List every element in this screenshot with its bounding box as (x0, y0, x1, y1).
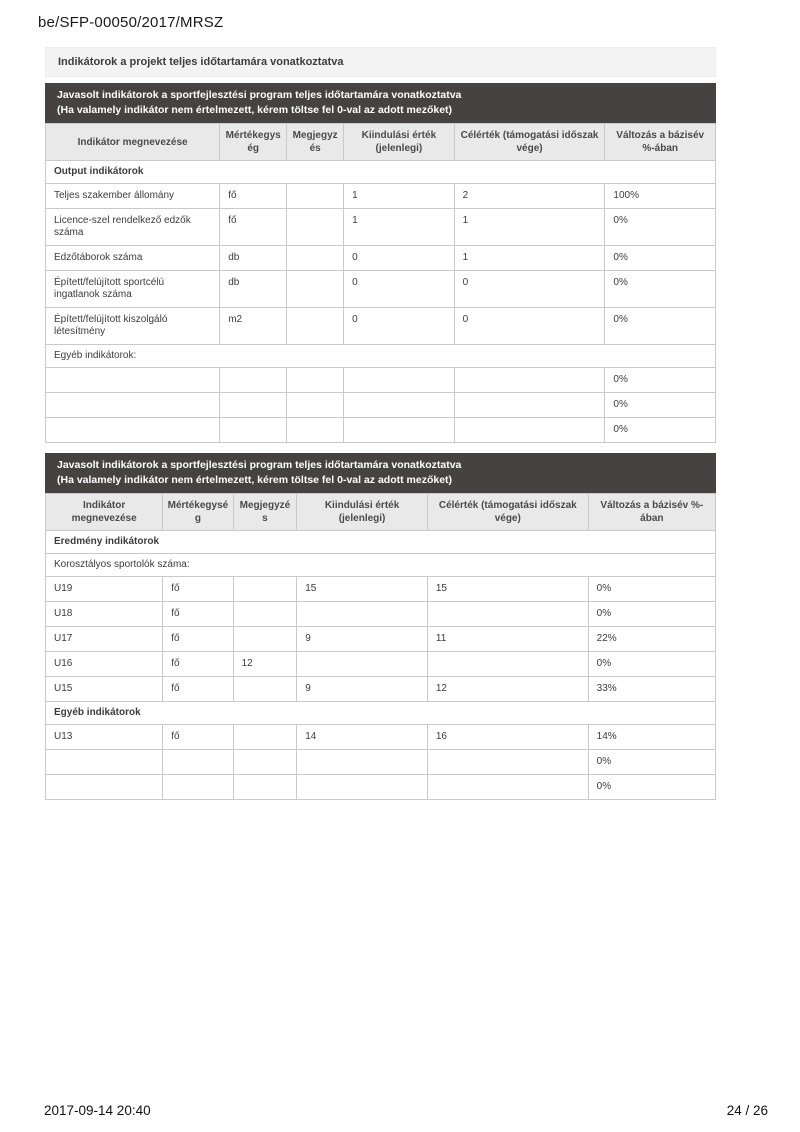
table-row (46, 271, 716, 308)
table-cell: 0 (454, 308, 605, 345)
table-cell: fő (220, 209, 287, 246)
table-cell: 14% (588, 725, 715, 750)
table-cell (233, 677, 297, 702)
table-cell: 0% (605, 308, 716, 345)
table-cell: 9 (297, 677, 428, 702)
table-row (46, 246, 716, 271)
section-label: Egyéb indikátorok: (46, 345, 716, 368)
column-header: Célérték (támogatási időszak vége) (454, 124, 605, 161)
table-cell: 0% (588, 775, 715, 800)
table-cell (46, 368, 220, 393)
table-cell: 15 (297, 577, 428, 602)
table-cell: 0% (588, 602, 715, 627)
table-row (46, 308, 716, 345)
table-cell (233, 725, 297, 750)
table-cell: 2 (454, 184, 605, 209)
column-header: Változás a bázisév %-ában (605, 124, 716, 161)
table-cell (297, 750, 428, 775)
column-header: Megjegyzés (233, 494, 297, 531)
banner-line-2: (Ha valamely indikátor nem értelmezett, kérem töltse fel 0-val az adott mezőket) (57, 474, 453, 486)
table-cell: db (220, 246, 287, 271)
table-cell: 0% (605, 209, 716, 246)
table-row (46, 775, 716, 800)
table-row (46, 418, 716, 443)
column-header: Megjegyzés (287, 124, 344, 161)
table-cell (46, 418, 220, 443)
banner-line-1: Javasolt indikátorok a sportfejlesztési program teljes időtartamára vonatkoztatva (57, 89, 462, 101)
table-cell (233, 775, 297, 800)
table-row (46, 184, 716, 209)
column-header: Célérték (támogatási időszak vége) (427, 494, 588, 531)
table-cell: Épített/felújított kiszolgáló létesítmény (46, 308, 220, 345)
table-cell (297, 652, 428, 677)
result-indicators-block (45, 453, 716, 800)
document-reference: be/SFP-00050/2017/MRSZ (38, 14, 224, 31)
table-cell (427, 652, 588, 677)
table-cell (287, 418, 344, 443)
table-row (46, 602, 716, 627)
table-cell: 12 (427, 677, 588, 702)
table-cell (427, 775, 588, 800)
table-row (46, 577, 716, 602)
table-cell: 0% (588, 652, 715, 677)
table-cell: 11 (427, 627, 588, 652)
banner-line-2: (Ha valamely indikátor nem értelmezett, kérem töltse fel 0-val az adott mezőket) (57, 104, 453, 116)
table-row (46, 209, 716, 246)
table-cell: 0% (588, 750, 715, 775)
table-cell: 16 (427, 725, 588, 750)
table-cell (46, 750, 163, 775)
table-cell (287, 184, 344, 209)
column-header: Kiindulási érték (jelenlegi) (344, 124, 455, 161)
table-cell: fő (163, 602, 233, 627)
table-cell: fő (163, 677, 233, 702)
table-cell (287, 308, 344, 345)
table-cell: U18 (46, 602, 163, 627)
table-cell: fő (220, 184, 287, 209)
table-cell (454, 368, 605, 393)
table-cell: fő (163, 652, 233, 677)
section-title: Indikátorok a projekt teljes időtartamára vonatkoztatva (58, 56, 344, 68)
table-cell (287, 209, 344, 246)
banner-line-1: Javasolt indikátorok a sportfejlesztési program teljes időtartamára vonatkoztatva (57, 459, 462, 471)
table-cell: Teljes szakember állomány (46, 184, 220, 209)
column-header: Indikátor megnevezése (46, 124, 220, 161)
column-header: Változás a bázisév %-ában (588, 494, 715, 531)
table-cell: U15 (46, 677, 163, 702)
section-label: Output indikátorok (46, 161, 716, 184)
table-cell (287, 246, 344, 271)
section-row (46, 531, 716, 554)
table-cell: U17 (46, 627, 163, 652)
table-cell: 22% (588, 627, 715, 652)
table-cell: Edzőtáborok száma (46, 246, 220, 271)
table-row (46, 368, 716, 393)
page-footer (44, 1103, 768, 1118)
section-row (46, 161, 716, 184)
table-cell: 100% (605, 184, 716, 209)
table-cell (233, 627, 297, 652)
header-row (46, 124, 716, 161)
table-row (46, 627, 716, 652)
section-label: Eredmény indikátorok (46, 531, 716, 554)
table-cell: 0% (605, 368, 716, 393)
table-row (46, 725, 716, 750)
table-cell (297, 775, 428, 800)
table-cell: 9 (297, 627, 428, 652)
table-cell (163, 750, 233, 775)
table-cell (344, 368, 455, 393)
section-label: Egyéb indikátorok (46, 702, 716, 725)
table-cell (163, 775, 233, 800)
table-cell: 0% (605, 393, 716, 418)
table-cell (454, 393, 605, 418)
footer-timestamp: 2017-09-14 20:40 (44, 1103, 151, 1118)
result-indicators-table (45, 493, 716, 800)
table-row (46, 750, 716, 775)
table-cell: 0 (344, 308, 455, 345)
table-cell (220, 393, 287, 418)
table-cell (287, 271, 344, 308)
table-cell: 15 (427, 577, 588, 602)
table-cell: 1 (344, 209, 455, 246)
output-indicators-table (45, 123, 716, 443)
table-cell: 1 (454, 209, 605, 246)
table-cell: 0% (605, 246, 716, 271)
table-cell (427, 602, 588, 627)
table-cell (287, 393, 344, 418)
table-cell: db (220, 271, 287, 308)
table-row (46, 393, 716, 418)
table-cell (220, 368, 287, 393)
table-cell (233, 750, 297, 775)
column-header: Mértékegység (220, 124, 287, 161)
table-cell: 1 (454, 246, 605, 271)
table-cell: 0 (454, 271, 605, 308)
section-title-bar (45, 47, 716, 77)
table-cell: fő (163, 725, 233, 750)
table-cell: 33% (588, 677, 715, 702)
table-cell: 14 (297, 725, 428, 750)
document-page (45, 47, 716, 800)
table-cell (344, 393, 455, 418)
subsection-row (46, 345, 716, 368)
table-banner-1 (45, 83, 716, 123)
table-cell: 0 (344, 271, 455, 308)
table-cell: 0 (344, 246, 455, 271)
table-cell (344, 418, 455, 443)
table-row (46, 677, 716, 702)
column-header: Mértékegység (163, 494, 233, 531)
table-cell: U19 (46, 577, 163, 602)
table-cell: fő (163, 577, 233, 602)
table-cell: Licence-szel rendelkező edzők száma (46, 209, 220, 246)
table-cell: 0% (605, 271, 716, 308)
table-cell (427, 750, 588, 775)
table-cell: 1 (344, 184, 455, 209)
table-cell: 0% (605, 418, 716, 443)
table-cell (220, 418, 287, 443)
header-row (46, 494, 716, 531)
footer-page-number: 24 / 26 (726, 1103, 768, 1118)
subsection-row (46, 554, 716, 577)
table-cell (297, 602, 428, 627)
table-cell (46, 393, 220, 418)
table-cell: 12 (233, 652, 297, 677)
table-cell: m2 (220, 308, 287, 345)
table-cell: Épített/felújított sportcélú ingatlanok száma (46, 271, 220, 308)
table-cell: U16 (46, 652, 163, 677)
column-header: Kiindulási érték (jelenlegi) (297, 494, 428, 531)
table-banner-2 (45, 453, 716, 493)
table-cell (454, 418, 605, 443)
column-header: Indikátor megnevezése (46, 494, 163, 531)
section-label: Korosztályos sportolók száma: (46, 554, 716, 577)
table-cell (287, 368, 344, 393)
section-row (46, 702, 716, 725)
table-row (46, 652, 716, 677)
table-cell (46, 775, 163, 800)
table-cell: U13 (46, 725, 163, 750)
table-cell: fő (163, 627, 233, 652)
table-cell (233, 602, 297, 627)
table-cell: 0% (588, 577, 715, 602)
output-indicators-block (45, 83, 716, 443)
table-cell (233, 577, 297, 602)
